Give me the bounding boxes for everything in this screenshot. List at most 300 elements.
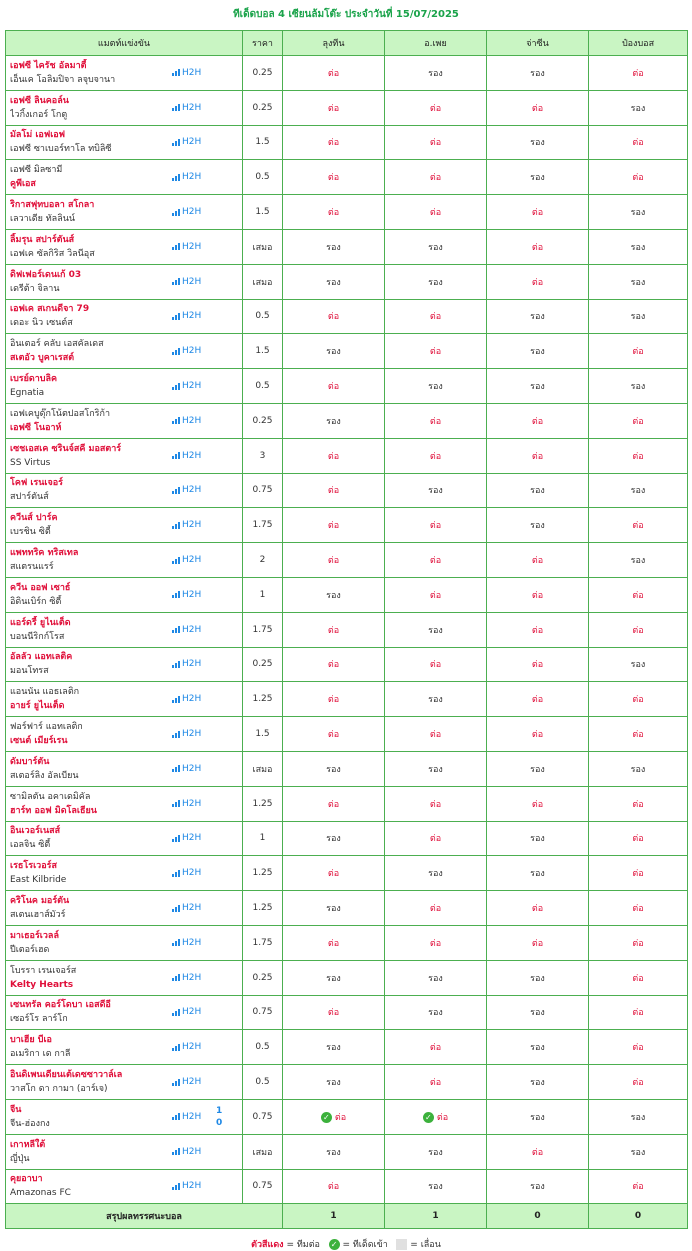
h2h-link[interactable] bbox=[172, 1181, 201, 1191]
prediction-cell bbox=[487, 821, 589, 856]
home-team: โคฟ เรนเจอร์ bbox=[10, 478, 64, 489]
h2h-link[interactable] bbox=[172, 833, 201, 843]
prediction-cell bbox=[589, 751, 688, 786]
prediction-cell bbox=[487, 856, 589, 891]
home-team: ซามิลตัน อคาเดมิคัล bbox=[10, 791, 91, 802]
check-circle-icon: ✓ bbox=[321, 1112, 332, 1123]
h2h-link[interactable] bbox=[172, 207, 201, 217]
prediction-cell bbox=[283, 1099, 385, 1134]
summary-total: 1 bbox=[283, 1204, 385, 1229]
prediction-cell bbox=[283, 960, 385, 995]
prediction-cell bbox=[385, 1134, 487, 1169]
away-team: เอฟซี โนอาห์ bbox=[10, 422, 62, 433]
table-row bbox=[6, 125, 688, 160]
h2h-link[interactable] bbox=[172, 764, 201, 774]
h2h-label: H2H bbox=[182, 798, 202, 809]
prediction-value: ต่อ bbox=[327, 730, 340, 741]
signal-bars-icon bbox=[172, 870, 180, 877]
away-team: ปีเตอร์เฮด bbox=[10, 944, 50, 955]
h2h-label: H2H bbox=[182, 346, 202, 357]
prediction-value: ต่อ bbox=[429, 451, 442, 462]
signal-bars-icon bbox=[172, 835, 180, 842]
legend-green-desc: = ทีเด็ดเข้า bbox=[342, 1240, 388, 1251]
prediction-cell bbox=[589, 195, 688, 230]
prediction-value: ต่อ bbox=[531, 1147, 544, 1158]
h2h-link[interactable] bbox=[172, 68, 201, 78]
prediction-value: รอง bbox=[428, 695, 443, 706]
away-team: จีน-ฮ่องกง bbox=[10, 1118, 50, 1129]
price-cell: 1.75 bbox=[243, 925, 283, 960]
summary-total: 0 bbox=[487, 1204, 589, 1229]
prediction-value: ต่อ bbox=[429, 730, 442, 741]
prediction-cell bbox=[385, 891, 487, 926]
prediction-cell bbox=[385, 612, 487, 647]
h2h-link[interactable] bbox=[172, 1112, 201, 1122]
table-row bbox=[6, 891, 688, 926]
prediction-value: ต่อ bbox=[632, 173, 644, 184]
col-expert4-header: ป๋องบอส bbox=[589, 31, 688, 56]
prediction-value: รอง bbox=[428, 486, 443, 497]
prediction-value: รอง bbox=[630, 556, 646, 567]
h2h-link[interactable] bbox=[172, 729, 201, 739]
h2h-link[interactable] bbox=[172, 973, 201, 983]
prediction-value: ต่อ bbox=[429, 1078, 442, 1088]
h2h-label: H2H bbox=[182, 102, 202, 113]
prediction-cell bbox=[385, 543, 487, 578]
home-team: จีน bbox=[10, 1104, 22, 1115]
signal-bars-icon bbox=[172, 557, 180, 564]
prediction-value: ต่อ bbox=[327, 103, 340, 114]
prediction-cell bbox=[487, 56, 589, 91]
col-expert1-header: ลุงทีน bbox=[283, 31, 385, 56]
h2h-link[interactable] bbox=[172, 1007, 201, 1017]
prediction-value: รอง bbox=[326, 834, 341, 845]
h2h-link[interactable] bbox=[172, 172, 201, 182]
match-cell bbox=[6, 995, 243, 1030]
signal-bars-icon bbox=[172, 417, 180, 424]
prediction-cell bbox=[385, 1169, 487, 1204]
prediction-value: ต่อ bbox=[327, 938, 340, 949]
prediction-cell bbox=[589, 369, 688, 404]
table-row bbox=[6, 612, 688, 647]
prediction-cell bbox=[589, 229, 688, 264]
h2h-link[interactable] bbox=[172, 381, 201, 391]
price-cell: 0.5 bbox=[243, 160, 283, 195]
h2h-link[interactable] bbox=[172, 694, 201, 704]
match-cell bbox=[6, 925, 243, 960]
prediction-cell bbox=[589, 403, 688, 438]
match-cell bbox=[6, 195, 243, 230]
prediction-cell bbox=[487, 508, 589, 543]
h2h-link[interactable] bbox=[172, 903, 201, 913]
prediction-value: ต่อ bbox=[632, 869, 644, 880]
price-cell: 1.5 bbox=[243, 334, 283, 369]
h2h-link[interactable] bbox=[172, 938, 201, 948]
away-team: Kelty Hearts bbox=[10, 979, 74, 990]
prediction-cell bbox=[385, 160, 487, 195]
prediction-value: ต่อ bbox=[632, 1078, 644, 1088]
h2h-link[interactable] bbox=[172, 137, 201, 147]
signal-bars-icon bbox=[172, 1009, 180, 1016]
prediction-cell bbox=[283, 473, 385, 508]
home-team: คุยอาบา bbox=[10, 1174, 43, 1185]
table-row bbox=[6, 369, 688, 404]
h2h-link[interactable] bbox=[172, 311, 201, 321]
prediction-value: ต่อ bbox=[327, 660, 340, 671]
h2h-label: H2H bbox=[182, 207, 202, 218]
prediction-cell bbox=[283, 786, 385, 821]
prediction-value: ต่อ bbox=[632, 973, 644, 984]
match-cell bbox=[6, 612, 243, 647]
prediction-cell bbox=[385, 334, 487, 369]
home-team: โบรรา เรนเจอร์ส bbox=[10, 965, 77, 976]
signal-bars-icon bbox=[172, 1148, 180, 1155]
match-cell bbox=[6, 647, 243, 682]
signal-bars-icon bbox=[172, 765, 180, 772]
prediction-value: ต่อ bbox=[327, 451, 340, 462]
match-cell bbox=[6, 682, 243, 717]
signal-bars-icon bbox=[172, 522, 180, 529]
match-cell bbox=[6, 543, 243, 578]
prediction-cell bbox=[385, 508, 487, 543]
prediction-cell bbox=[283, 264, 385, 299]
table-row bbox=[6, 56, 688, 91]
prediction-value: ต่อ bbox=[327, 695, 340, 706]
prediction-cell bbox=[589, 264, 688, 299]
h2h-link[interactable] bbox=[172, 799, 201, 809]
prediction-value: รอง bbox=[326, 1078, 341, 1088]
price-cell: 1 bbox=[243, 577, 283, 612]
h2h-label: H2H bbox=[182, 520, 202, 531]
prediction-cell bbox=[589, 786, 688, 821]
price-cell: 1.75 bbox=[243, 508, 283, 543]
match-cell bbox=[6, 438, 243, 473]
prediction-cell bbox=[283, 1065, 385, 1100]
prediction-cell bbox=[283, 195, 385, 230]
h2h-link[interactable] bbox=[172, 416, 201, 426]
prediction-value: รอง bbox=[530, 138, 545, 149]
prediction-cell bbox=[589, 647, 688, 682]
h2h-label: H2H bbox=[182, 659, 202, 670]
prediction-value: ต่อ bbox=[429, 834, 442, 845]
prediction-value: ต่อ bbox=[531, 799, 544, 810]
h2h-link[interactable] bbox=[172, 103, 201, 113]
home-team: บาเฮีย บีเอ bbox=[10, 1035, 52, 1046]
prediction-cell bbox=[385, 786, 487, 821]
table-row bbox=[6, 821, 688, 856]
prediction-value: ต่อ bbox=[632, 521, 644, 532]
away-team: สเตอร์ลิง อัลเบียน bbox=[10, 770, 79, 781]
h2h-label: H2H bbox=[182, 694, 202, 705]
prediction-cell bbox=[283, 1169, 385, 1204]
prediction-value: ต่อ bbox=[632, 138, 644, 149]
prediction-cell bbox=[283, 995, 385, 1030]
prediction-value: รอง bbox=[630, 764, 646, 775]
prediction-cell bbox=[283, 299, 385, 334]
h2h-link[interactable] bbox=[172, 659, 201, 669]
signal-bars-icon bbox=[172, 383, 180, 390]
prediction-value: ต่อ bbox=[531, 277, 544, 288]
summary-row bbox=[6, 1204, 688, 1229]
table-row bbox=[6, 960, 688, 995]
prediction-value: ต่อ bbox=[632, 730, 644, 741]
prediction-value: ต่อ bbox=[429, 208, 442, 219]
prediction-value: ต่อ bbox=[632, 68, 644, 79]
match-cell bbox=[6, 1169, 243, 1204]
away-team: เซนต์ เมียร์เรน bbox=[10, 736, 68, 747]
prediction-cell bbox=[283, 160, 385, 195]
match-cell bbox=[6, 577, 243, 612]
prediction-value: ต่อ bbox=[429, 799, 442, 810]
home-team: เกาหลีใต้ bbox=[10, 1139, 46, 1150]
prediction-value: ต่อ bbox=[632, 904, 644, 915]
prediction-cell bbox=[589, 473, 688, 508]
prediction-cell bbox=[487, 1065, 589, 1100]
table-row bbox=[6, 1169, 688, 1204]
match-cell bbox=[6, 856, 243, 891]
match-cell bbox=[6, 369, 243, 404]
prediction-cell bbox=[487, 160, 589, 195]
match-cell bbox=[6, 1065, 243, 1100]
signal-bars-icon bbox=[172, 209, 180, 216]
prediction-cell bbox=[283, 717, 385, 752]
col-match-header: แมตท์แข่งขัน bbox=[6, 31, 243, 56]
prediction-cell bbox=[385, 403, 487, 438]
home-team: อินเตอร์ คลับ เอสคัลเดส bbox=[10, 339, 104, 350]
h2h-link[interactable] bbox=[172, 451, 201, 461]
match-cell bbox=[6, 334, 243, 369]
match-cell bbox=[6, 473, 243, 508]
prediction-cell bbox=[283, 90, 385, 125]
prediction-value: รอง bbox=[530, 1112, 545, 1123]
prediction-value: รอง bbox=[530, 973, 545, 984]
prediction-cell bbox=[589, 856, 688, 891]
table-row bbox=[6, 299, 688, 334]
table-row bbox=[6, 508, 688, 543]
prediction-value: ต่อ bbox=[327, 1008, 340, 1019]
prediction-cell bbox=[589, 1065, 688, 1100]
prediction-cell bbox=[283, 543, 385, 578]
prediction-value: ต่อ bbox=[429, 556, 442, 567]
prediction-value: ต่อ bbox=[327, 68, 340, 79]
signal-bars-icon bbox=[172, 1113, 180, 1120]
prediction-value: ต่อ bbox=[531, 556, 544, 567]
prediction-cell bbox=[283, 612, 385, 647]
h2h-label: H2H bbox=[182, 450, 202, 461]
prediction-value: ต่อ bbox=[531, 730, 544, 741]
prediction-cell bbox=[385, 473, 487, 508]
prediction-cell bbox=[487, 264, 589, 299]
grey-box-icon bbox=[396, 1239, 407, 1250]
home-team: คริโนค มอร์ตัน bbox=[10, 896, 70, 907]
prediction-cell bbox=[283, 438, 385, 473]
away-team: สแตรนแรร์ bbox=[10, 562, 54, 573]
prediction-value: ต่อ bbox=[531, 242, 544, 253]
price-cell: 0.5 bbox=[243, 1065, 283, 1100]
prediction-value: รอง bbox=[428, 869, 443, 880]
prediction-cell bbox=[589, 299, 688, 334]
prediction-cell bbox=[487, 299, 589, 334]
home-team: ควีน ออฟ เซาธ์ bbox=[10, 582, 71, 593]
h2h-link[interactable] bbox=[172, 485, 201, 495]
h2h-link[interactable] bbox=[172, 625, 201, 635]
prediction-value: รอง bbox=[630, 103, 646, 114]
prediction-value: ต่อ bbox=[429, 590, 442, 601]
home-team: เอฟซี ลินคอล์น bbox=[10, 95, 69, 106]
away-team: ญี่ปุ่น bbox=[10, 1153, 30, 1164]
match-cell bbox=[6, 125, 243, 160]
h2h-link[interactable] bbox=[172, 242, 201, 252]
prediction-value: ต่อ bbox=[632, 799, 644, 810]
home-team: เซนทรัล คอร์โดบา เอสดีอี bbox=[10, 1000, 111, 1011]
table-row bbox=[6, 334, 688, 369]
prediction-cell bbox=[385, 647, 487, 682]
prediction-value: รอง bbox=[326, 277, 341, 288]
prediction-value: รอง bbox=[428, 1147, 443, 1158]
h2h-label: H2H bbox=[182, 67, 202, 78]
h2h-label: H2H bbox=[182, 1077, 202, 1087]
prediction-cell bbox=[487, 786, 589, 821]
table-row bbox=[6, 577, 688, 612]
away-team: เลวาเดีย ทัลลินน์ bbox=[10, 214, 76, 225]
prediction-cell bbox=[385, 264, 487, 299]
h2h-link[interactable] bbox=[172, 868, 201, 878]
prediction-cell bbox=[385, 995, 487, 1030]
signal-bars-icon bbox=[172, 104, 180, 111]
price-cell: 0.75 bbox=[243, 1169, 283, 1204]
home-team: เอฟซี ไครัช อัลมาตี้ bbox=[10, 60, 87, 71]
signal-bars-icon bbox=[172, 591, 180, 598]
match-cell bbox=[6, 403, 243, 438]
prediction-value: ต่อ bbox=[429, 904, 442, 915]
prediction-cell bbox=[283, 751, 385, 786]
prediction-cell bbox=[283, 577, 385, 612]
h2h-link[interactable] bbox=[172, 346, 201, 356]
prediction-cell bbox=[487, 543, 589, 578]
header-row bbox=[6, 31, 688, 56]
prediction-value: รอง bbox=[530, 834, 545, 845]
prediction-cell bbox=[385, 925, 487, 960]
prediction-value: รอง bbox=[630, 242, 646, 253]
prediction-value: ต่อ bbox=[429, 173, 442, 184]
h2h-link[interactable] bbox=[172, 520, 201, 530]
prediction-cell bbox=[487, 369, 589, 404]
match-cell bbox=[6, 1030, 243, 1065]
table-row bbox=[6, 160, 688, 195]
prediction-cell bbox=[589, 508, 688, 543]
home-team: ริกาสฟุทบอลา สโกลา bbox=[10, 200, 95, 211]
h2h-link[interactable] bbox=[172, 1042, 201, 1052]
prediction-cell bbox=[385, 125, 487, 160]
away-team: เอ็นเค โอลิมปิจา ลจุบจานา bbox=[10, 74, 116, 85]
price-cell: 0.25 bbox=[243, 56, 283, 91]
table-row bbox=[6, 438, 688, 473]
home-team: ฟอร์ฟาร์ แอทเลติก bbox=[10, 722, 83, 733]
prediction-value: ต่อ bbox=[632, 416, 644, 427]
prediction-value: ต่อ bbox=[327, 382, 340, 393]
prediction-cell bbox=[487, 1030, 589, 1065]
prediction-value: ต่อ bbox=[436, 1112, 449, 1123]
home-team: อินดิเพนเดียนเต้เดซซาวาล์เล bbox=[10, 1070, 123, 1080]
home-team: เอฟเคบูดุ๊กโน้ตปอสโกริก้า bbox=[10, 408, 111, 419]
away-team: ไวกิ้งเกอร์ โกตู bbox=[10, 109, 68, 120]
home-team: อัลลัว แอทเลติค bbox=[10, 652, 73, 663]
col-price-header: ราคา bbox=[243, 31, 283, 56]
prediction-cell bbox=[487, 960, 589, 995]
away-team: เอลจิน ซิตี้ bbox=[10, 840, 51, 851]
prediction-value: รอง bbox=[530, 869, 545, 880]
signal-bars-icon bbox=[172, 487, 180, 494]
prediction-cell bbox=[589, 891, 688, 926]
price-cell: 1.75 bbox=[243, 612, 283, 647]
price-cell: 0.75 bbox=[243, 1099, 283, 1134]
h2h-label: H2H bbox=[182, 485, 202, 496]
prediction-cell bbox=[283, 125, 385, 160]
prediction-cell bbox=[385, 438, 487, 473]
away-team: วาสโก ดา กามา (อาร์เจ) bbox=[10, 1084, 108, 1094]
prediction-value: รอง bbox=[530, 173, 545, 184]
prediction-cell bbox=[385, 369, 487, 404]
h2h-label: H2H bbox=[182, 729, 202, 740]
away-team: คูพีเอส bbox=[10, 179, 36, 190]
col-expert2-header: อ.เพย bbox=[385, 31, 487, 56]
match-cell bbox=[6, 821, 243, 856]
prediction-cell bbox=[487, 195, 589, 230]
signal-bars-icon bbox=[172, 243, 180, 250]
prediction-value: รอง bbox=[326, 1043, 341, 1054]
h2h-label: H2H bbox=[182, 903, 202, 914]
table-row bbox=[6, 1065, 688, 1100]
prediction-cell bbox=[385, 1030, 487, 1065]
price-cell: 2 bbox=[243, 543, 283, 578]
prediction-cell bbox=[589, 125, 688, 160]
prediction-cell bbox=[283, 403, 385, 438]
match-cell bbox=[6, 1134, 243, 1169]
h2h-link[interactable] bbox=[172, 277, 201, 287]
prediction-value: รอง bbox=[428, 242, 443, 253]
away-team: บอนนีริกก์โรส bbox=[10, 631, 65, 642]
prediction-value: รอง bbox=[530, 347, 545, 358]
home-team: ดิฟเฟอร์เดนเก้ 03 bbox=[10, 269, 82, 280]
h2h-link[interactable] bbox=[172, 1147, 201, 1157]
price-cell: 0.25 bbox=[243, 90, 283, 125]
away-team: สเตนเฮาส์มัวร์ bbox=[10, 910, 66, 921]
price-cell: 0.5 bbox=[243, 1030, 283, 1065]
prediction-value: ต่อ bbox=[327, 208, 340, 219]
prediction-cell bbox=[589, 682, 688, 717]
away-team: สปาร์ตันส์ bbox=[10, 492, 49, 503]
away-team: Egnatia bbox=[10, 388, 45, 399]
page-title: ทีเด็ดบอล 4 เซียนล้มโต๊ะ ประจำวันที่ 15/07/2025 bbox=[233, 9, 459, 20]
signal-bars-icon bbox=[172, 731, 180, 738]
price-cell: เสมอ bbox=[243, 264, 283, 299]
h2h-link[interactable] bbox=[172, 590, 201, 600]
h2h-label: H2H bbox=[182, 1042, 202, 1053]
prediction-value: รอง bbox=[630, 486, 646, 497]
prediction-value: ต่อ bbox=[531, 451, 544, 462]
prediction-value: รอง bbox=[530, 1078, 545, 1088]
prediction-value: ต่อ bbox=[531, 938, 544, 949]
prediction-value: รอง bbox=[530, 764, 545, 775]
prediction-cell bbox=[283, 856, 385, 891]
h2h-link[interactable] bbox=[172, 555, 201, 565]
match-cell bbox=[6, 786, 243, 821]
prediction-value: รอง bbox=[326, 1147, 341, 1158]
prediction-value: รอง bbox=[630, 312, 646, 323]
h2h-link[interactable] bbox=[172, 1077, 201, 1087]
home-team: เซชเอสเค ซรินจ์สคี มอสตาร์ bbox=[10, 443, 122, 454]
signal-bars-icon bbox=[172, 626, 180, 633]
